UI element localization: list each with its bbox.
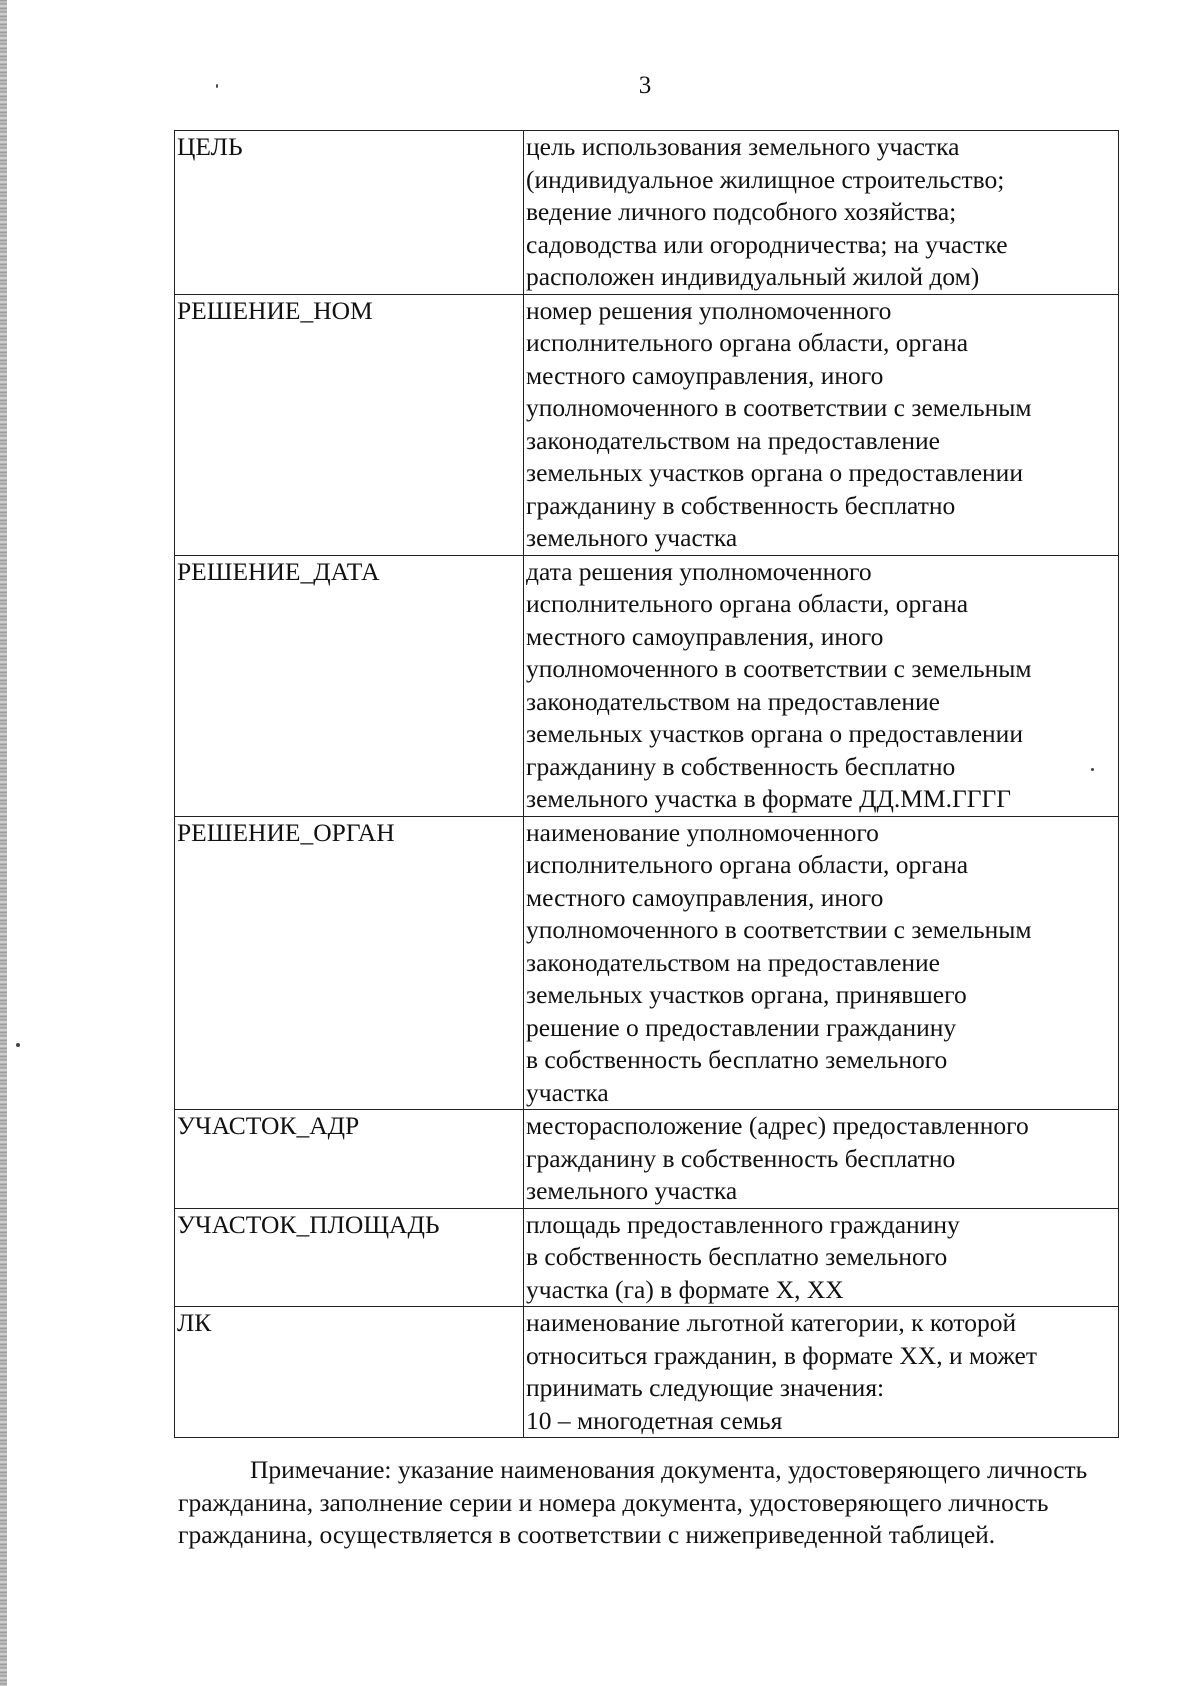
description-line: гражданину в собственность бесплатно [526, 751, 956, 781]
field-description-cell [524, 555, 1119, 816]
description-line: исполнительного органа области, органа [526, 850, 969, 879]
description-line: законодательством на предоставление [526, 947, 940, 977]
note-line: гражданина, заполнение серии и номера документа, удостоверяющего личность [178, 1487, 1049, 1517]
table-row [175, 1110, 1119, 1209]
description-line: местного самоуправления, иного [526, 621, 884, 651]
description-line: исполнительного органа области, органа [526, 589, 969, 618]
field-description-cell [524, 294, 1119, 555]
description-line: цель использования земельного участка [526, 132, 960, 161]
field-description-cell [524, 1110, 1119, 1209]
field-name-cell: РЕШЕНИЕ_НОМ [175, 294, 524, 555]
description-line: законодательством на предоставление [526, 425, 940, 455]
field-description-cell [524, 131, 1119, 295]
description-line: в собственность бесплатно земельного [526, 1045, 948, 1074]
note-line: гражданина, осуществляется в соответствии с нижеприведенной таблицей. [178, 1520, 996, 1549]
field-description-cell [524, 816, 1119, 1110]
description-line: законодательством на предоставление [526, 686, 940, 716]
description-line: гражданину в собственность бесплатно [526, 490, 956, 520]
description-line: уполномоченного в соответствии с земельным [526, 654, 1032, 683]
scan-edge-artifact [0, 0, 7, 1686]
note-paragraph [178, 1454, 1118, 1552]
page-number: 3 [638, 72, 652, 99]
field-name-cell: РЕШЕНИЕ_ОРГАН [175, 816, 524, 1110]
description-line: местного самоуправления, иного [526, 882, 884, 912]
description-line: земельных участков органа, принявшего [526, 980, 967, 1009]
field-name-cell: ЛК [175, 1307, 524, 1438]
description-line: садоводства или огородничества; на участке [526, 229, 1008, 259]
description-line: наименование льготной категории, к которой [526, 1308, 1017, 1337]
table-body [175, 131, 1119, 1438]
table-row [175, 555, 1119, 816]
description-line: участка (га) в формате Х, ХХ [526, 1274, 844, 1304]
description-line: месторасположение (адрес) предоставленного [526, 1111, 1029, 1140]
description-line: в собственность бесплатно земельного [526, 1242, 948, 1271]
description-line: земельного участка в формате ДД.ММ.ГГГГ [526, 784, 1011, 813]
description-line: земельного участка [526, 1176, 738, 1205]
description-line: местного самоуправления, иного [526, 360, 884, 390]
scan-speck [16, 1043, 20, 1047]
description-line: относиться гражданин, в формате ХХ, и может [526, 1340, 1037, 1370]
description-line: исполнительного органа области, органа [526, 328, 969, 357]
description-line: 10 – многодетная семья [526, 1405, 783, 1435]
description-line: уполномоченного в соответствии с земельным [526, 915, 1032, 944]
table-row [175, 1208, 1119, 1307]
table-row [175, 1307, 1119, 1438]
description-line: земельных участков органа о предоставлении [526, 719, 1023, 748]
note-line: Примечание: указание наименования документа, удостоверяющего личность [250, 1455, 1088, 1484]
description-line: участка [526, 1077, 609, 1107]
table-row [175, 294, 1119, 555]
table-row [175, 816, 1119, 1110]
field-name-cell: ЦЕЛЬ [175, 131, 524, 295]
field-definitions-table [174, 130, 1119, 1438]
table-row [175, 131, 1119, 295]
description-line: гражданину в собственность бесплатно [526, 1143, 956, 1173]
field-description-cell [524, 1307, 1119, 1438]
field-description-cell [524, 1208, 1119, 1307]
description-line: земельного участка [526, 523, 738, 552]
field-name-cell: УЧАСТОК_ПЛОЩАДЬ [175, 1208, 524, 1307]
description-line: наименование уполномоченного [526, 817, 879, 847]
description-line: расположен индивидуальный жилой дом) [526, 262, 980, 291]
field-name-cell: УЧАСТОК_АДР [175, 1110, 524, 1209]
description-line: решение о предоставлении гражданину [526, 1012, 957, 1042]
description-line: земельных участков органа о предоставлении [526, 458, 1023, 487]
description-line: принимать следующие значения: [526, 1373, 885, 1402]
field-name-cell: РЕШЕНИЕ_ДАТА [175, 555, 524, 816]
description-line: площадь предоставленного гражданину [526, 1209, 960, 1239]
description-line: дата решения уполномоченного [526, 556, 872, 586]
description-line: ведение личного подсобного хозяйства; [526, 197, 957, 226]
description-line: номер решения уполномоченного [526, 295, 892, 325]
description-line: уполномоченного в соответствии с земельным [526, 393, 1032, 422]
description-line: (индивидуальное жилищное строительство; [526, 164, 1005, 194]
